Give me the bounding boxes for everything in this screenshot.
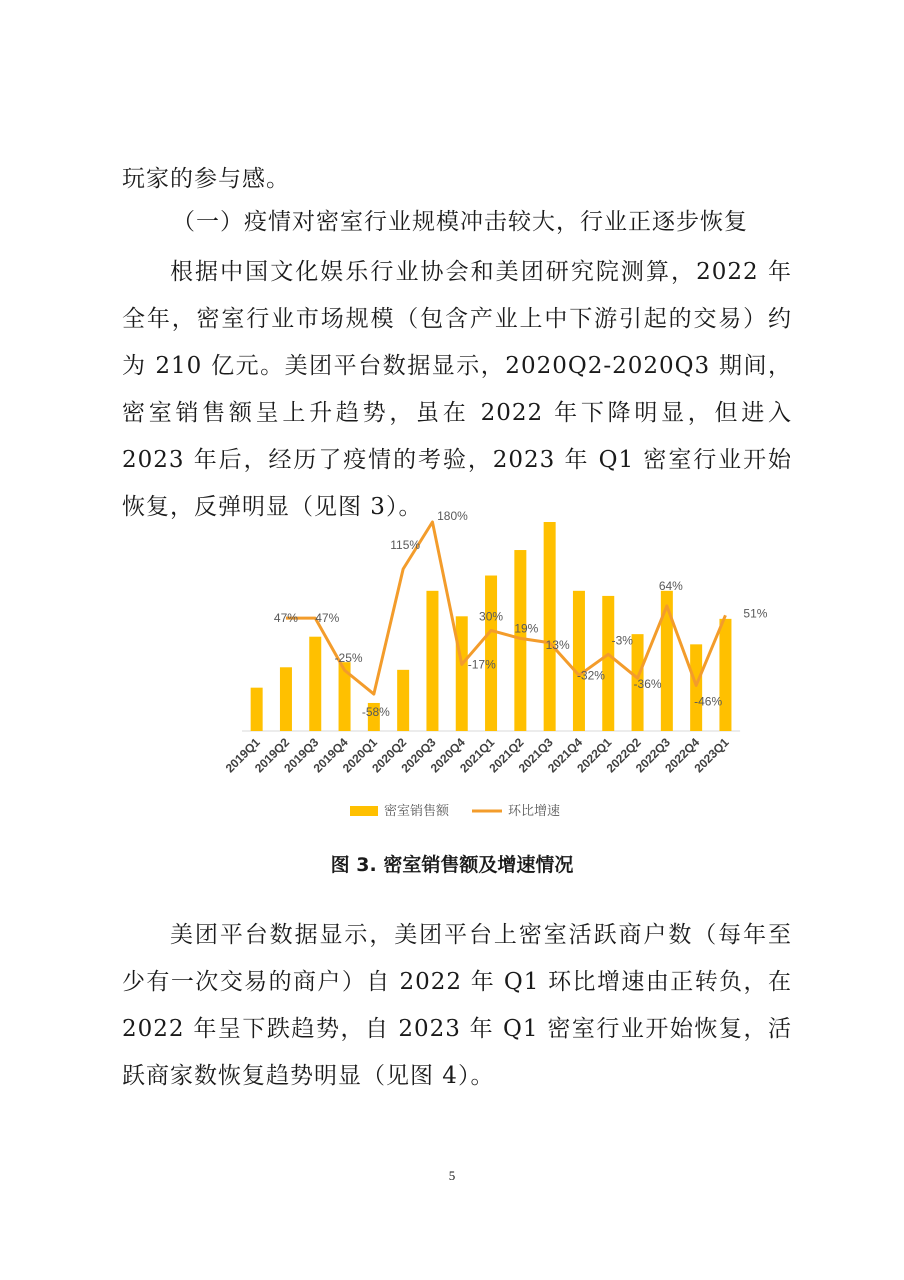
paragraph-market-size: 根据中国文化娱乐行业协会和美团研究院测算，2022 年全年，密室行业市场规模（包含产业上中下游引起的交易）约为 210 亿元。美团平台数据显示，2020Q2-2020Q3 期间，密室销售额呈上升趋势，虽在 2022 年下降明显，但进入 2023 年后，经历了疫情的考验，2023 年 Q1 密室行业开始恢复，反弹明显（见图 3）。 bbox=[122, 259, 792, 520]
bar-2020Q3 bbox=[426, 591, 438, 731]
data-label-2021Q2: 19% bbox=[514, 621, 539, 636]
data-label-2022Q3: 64% bbox=[658, 578, 683, 593]
bar-2020Q4 bbox=[456, 616, 468, 731]
data-label-2020Q3: 180% bbox=[437, 509, 468, 523]
x-tick-2022Q3: 2022Q3 bbox=[632, 735, 673, 776]
legend-label-growth: 环比增速 bbox=[508, 804, 561, 819]
data-label-2022Q1: -3% bbox=[611, 633, 633, 648]
growth-line bbox=[286, 522, 726, 694]
data-label-2022Q4: -46% bbox=[694, 694, 723, 709]
bar-2021Q1 bbox=[485, 576, 497, 731]
x-tick-2019Q3: 2019Q3 bbox=[281, 735, 322, 776]
x-tick-2019Q2: 2019Q2 bbox=[251, 735, 293, 776]
legend-swatch-sales bbox=[350, 806, 378, 816]
x-tick-2023Q1: 2023Q1 bbox=[691, 735, 732, 776]
x-tick-2019Q1: 2019Q1 bbox=[222, 735, 263, 776]
legend-label-sales: 密室销售额 bbox=[384, 804, 450, 819]
x-tick-2020Q1: 2020Q1 bbox=[339, 735, 380, 776]
data-label-2020Q2: 115% bbox=[390, 538, 421, 552]
x-tick-2021Q1: 2021Q1 bbox=[457, 735, 498, 776]
bar-2019Q1 bbox=[251, 688, 263, 731]
figure-caption: 图 3. 密室销售额及增速情况 bbox=[330, 854, 574, 876]
x-tick-2019Q4: 2019Q4 bbox=[310, 735, 351, 776]
x-tick-2020Q4: 2020Q4 bbox=[427, 735, 468, 776]
bar-2022Q3 bbox=[661, 591, 673, 731]
paragraph-intro-tail: 玩家的参与感。 bbox=[122, 166, 290, 192]
x-tick-2022Q4: 2022Q4 bbox=[662, 735, 703, 776]
data-label-2021Q3: 13% bbox=[545, 637, 570, 652]
data-label-2020Q4: -17% bbox=[467, 657, 496, 672]
bar-2021Q4 bbox=[573, 591, 585, 731]
x-tick-2021Q3: 2021Q3 bbox=[515, 735, 556, 776]
data-label-2020Q1: -58% bbox=[361, 705, 390, 720]
data-label-2019Q4: -25% bbox=[334, 651, 363, 666]
x-tick-2022Q1: 2022Q1 bbox=[574, 735, 615, 776]
x-tick-2020Q2: 2020Q2 bbox=[369, 735, 410, 776]
data-label-2021Q1: 30% bbox=[479, 609, 504, 624]
bar-2022Q4 bbox=[690, 644, 702, 731]
paragraph-active-merchants: 美团平台数据显示，美团平台上密室活跃商户数（每年至少有一次交易的商户）自 2022 年 Q1 环比增速由正转负，在 2022 年呈下跌趋势，自 2023 年 Q1 密室行业开始恢复，活跃商家数恢复趋势明显（见图 4）。 bbox=[122, 922, 792, 1089]
bar-2019Q2 bbox=[280, 667, 292, 731]
data-label-2023Q1: 51% bbox=[743, 606, 768, 621]
data-label-2019Q2: 47% bbox=[273, 611, 298, 626]
bar-2021Q3 bbox=[544, 522, 556, 731]
bar-2022Q1 bbox=[602, 596, 614, 731]
data-label-2021Q4: -32% bbox=[576, 668, 605, 683]
page-number: 5 bbox=[448, 1168, 456, 1183]
x-tick-2021Q2: 2021Q2 bbox=[486, 735, 527, 776]
data-label-2022Q2: -36% bbox=[633, 677, 662, 692]
sales-growth-chart bbox=[200, 509, 768, 840]
bar-2020Q2 bbox=[397, 670, 409, 731]
bar-2023Q1 bbox=[719, 619, 731, 731]
section-heading: （一）疫情对密室行业规模冲击较大，行业正逐步恢复 bbox=[172, 209, 748, 235]
x-tick-2021Q4: 2021Q4 bbox=[544, 735, 586, 776]
bar-2019Q3 bbox=[309, 637, 321, 731]
data-label-2019Q3: 47% bbox=[315, 611, 340, 626]
x-tick-2022Q2: 2022Q2 bbox=[603, 735, 644, 776]
x-tick-2020Q3: 2020Q3 bbox=[398, 735, 439, 776]
